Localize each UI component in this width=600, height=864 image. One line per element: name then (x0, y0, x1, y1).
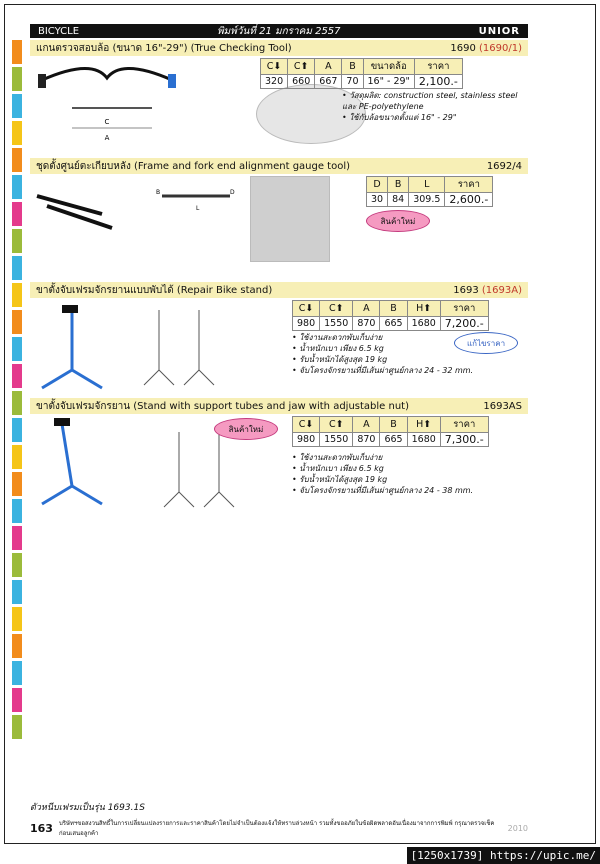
price-change-badge: แก้ไขราคา (454, 332, 518, 354)
repair-stand-diagram (134, 300, 224, 390)
product-code: 1693AS (483, 400, 522, 412)
table-cell: 320 (261, 75, 288, 89)
color-tab (12, 337, 22, 361)
page-header (30, 24, 528, 38)
color-tabs (12, 40, 22, 742)
product-title: ชุดตั้งศูนย์ตะเกียบหลัง (Frame and fork end alignment gauge tool) (36, 160, 351, 172)
table-cell: 660 (288, 75, 315, 89)
product-section-1693as (30, 398, 528, 510)
footer-note: ตัวหนีบเฟรมเป็นรุ่น 1693.1S (30, 803, 145, 813)
table-cell: 980 (293, 433, 320, 447)
table-cell: 30 (367, 193, 388, 207)
product-title-bar (30, 40, 528, 56)
note-item: • ใช้งานสะดวกพับเก็บง่าย (292, 452, 518, 463)
spec-table (292, 300, 489, 331)
color-tab (12, 553, 22, 577)
svg-text:A: A (104, 134, 110, 142)
table-header-cell: C⬇ (293, 417, 320, 433)
print-date: พิมพ์วันที่ 21 มกราคม 2557 (217, 25, 341, 37)
table-header-cell: B (380, 417, 407, 433)
table-header-cell: B (342, 59, 363, 75)
note-item: • น้ำหนักเบา เพียง 6.5 kg (292, 343, 482, 354)
table-cell: 309.5 (409, 193, 445, 207)
note-item: • จับโครงจักรยานที่มีเส้นผ่าศูนย์กลาง 24 - 32 mm. (292, 365, 482, 376)
table-cell: 665 (380, 433, 407, 447)
color-tab (12, 661, 22, 685)
page-number: 163 (30, 821, 53, 835)
color-tab (12, 418, 22, 442)
color-tab (12, 148, 22, 172)
color-tab (12, 121, 22, 145)
table-cell: 1550 (320, 433, 353, 447)
color-tab (12, 526, 22, 550)
page-footer (30, 800, 528, 838)
table-header-cell: ราคา (440, 417, 488, 433)
product-title: แกนตรวจสอบล้อ (ขนาด 16"-29") (True Checking Tool) (36, 42, 292, 54)
color-tab (12, 229, 22, 253)
color-tab (12, 391, 22, 415)
table-cell: 70 (342, 75, 363, 89)
gauge-tool-diagram (156, 186, 236, 216)
spec-table (260, 58, 463, 89)
product-section-1693 (30, 282, 528, 394)
svg-text:L: L (196, 205, 200, 212)
table-header-cell: H⬆ (407, 417, 440, 433)
table-header-cell: A (353, 417, 380, 433)
price-cell: 7,300.- (440, 433, 488, 447)
product-code: 1693 (1693A) (453, 284, 522, 296)
svg-text:D: D (230, 189, 235, 196)
new-product-badge: สินค้าใหม่ (366, 210, 430, 232)
table-header-cell: ขนาดล้อ (363, 59, 414, 75)
true-checking-tool-diagram (32, 58, 182, 148)
table-cell: 667 (315, 75, 342, 89)
product-section-1692-4 (30, 158, 528, 268)
table-cell: 1550 (320, 317, 353, 331)
table-cell: 16" - 29" (363, 75, 414, 89)
color-tab (12, 94, 22, 118)
product-title: ขาตั้งจับเฟรมจักรยานแบบพับได้ (Repair Bike stand) (36, 284, 273, 296)
color-tab (12, 283, 22, 307)
catalog-year: 2010 (507, 823, 528, 833)
note-item: • จับโครงจักรยานที่มีเส้นผ่าศูนย์กลาง 24 - 38 mm. (292, 485, 518, 496)
repair-stand-image (32, 300, 112, 390)
table-header-cell: C⬆ (288, 59, 315, 75)
color-tab (12, 67, 22, 91)
table-header-cell: H⬆ (407, 301, 440, 317)
svg-text:C: C (104, 118, 110, 126)
color-tab (12, 175, 22, 199)
spec-table (366, 176, 493, 207)
table-cell: 665 (380, 317, 407, 331)
table-header-cell: C⬆ (320, 301, 353, 317)
color-tab (12, 472, 22, 496)
table-cell: 870 (353, 433, 380, 447)
color-tab (12, 688, 22, 712)
table-header-cell: B (388, 177, 409, 193)
color-tab (12, 202, 22, 226)
product-section-1690 (30, 40, 528, 150)
table-cell: 1680 (407, 317, 440, 331)
note-item: • วัสดุผลิต: construction steel, stainless steel และ PE-polyethylene (342, 90, 528, 112)
table-header-cell: C⬆ (320, 417, 353, 433)
product-title-bar (30, 282, 528, 298)
gauge-usage-photo (250, 176, 330, 262)
note-item: • น้ำหนักเบา เพียง 6.5 kg (292, 463, 518, 474)
table-cell: 1680 (407, 433, 440, 447)
table-cell: 84 (388, 193, 409, 207)
watermark: [1250x1739] https://upic.me/ (407, 847, 600, 864)
color-tab (12, 715, 22, 739)
price-cell: 7,200.- (440, 317, 488, 331)
product-title: ขาตั้งจับเฟรมจักรยาน (Stand with support tubes and jaw with adjustable nut) (36, 400, 410, 412)
product-notes (342, 90, 528, 123)
product-title-bar (30, 158, 528, 174)
table-header-cell: ราคา (440, 301, 488, 317)
color-tab (12, 364, 22, 388)
color-tab (12, 499, 22, 523)
note-item: • ใช้กับล้อขนาดตั้งแต่ 16" - 29" (342, 112, 528, 123)
table-header-cell: ราคา (445, 177, 493, 193)
category-label: BICYCLE (38, 25, 80, 37)
svg-text:B: B (156, 189, 161, 196)
price-cell: 2,600.- (445, 193, 493, 207)
product-notes (292, 452, 518, 496)
color-tab (12, 445, 22, 469)
table-header-cell: A (353, 301, 380, 317)
brand-logo: UNIOR (478, 25, 520, 37)
color-tab (12, 580, 22, 604)
note-item: • รับน้ำหนักได้สูงสุด 19 kg (292, 474, 518, 485)
price-cell: 2,100.- (414, 75, 462, 89)
table-header-cell: A (315, 59, 342, 75)
spec-table (292, 416, 489, 447)
table-header-cell: L (409, 177, 445, 193)
table-header-cell: ราคา (414, 59, 462, 75)
table-header-cell: C⬇ (293, 301, 320, 317)
stand-with-tubes-image (32, 416, 112, 506)
table-header-cell: B (380, 301, 407, 317)
product-code: 1692/4 (486, 160, 522, 172)
gauge-tool-image (32, 188, 122, 238)
product-code: 1690 (1690/1) (450, 42, 522, 54)
product-notes (292, 332, 482, 376)
table-header-cell: C⬇ (261, 59, 288, 75)
disclaimer: บริษัทฯขอสงวนสิทธิ์ในการเปลี่ยนแปลงรายการและราคาสินค้าโดยไม่จำเป็นต้องแจ้งให้ทราบล่วงหน้า รวมทั้งขออภัยในข้อผิดพลาดอันเนื่องมาจากการพิมพ์ กรุณาตรวจเช็คก่อนเสนอลูกค้า (58, 820, 495, 837)
color-tab (12, 607, 22, 631)
table-cell: 870 (353, 317, 380, 331)
table-cell: 980 (293, 317, 320, 331)
color-tab (12, 310, 22, 334)
table-header-cell: D (367, 177, 388, 193)
new-product-badge: สินค้าใหม่ (214, 418, 278, 440)
color-tab (12, 634, 22, 658)
note-item: • ใช้งานสะดวกพับเก็บง่าย (292, 332, 482, 343)
color-tab (12, 40, 22, 64)
product-title-bar (30, 398, 528, 414)
note-item: • รับน้ำหนักได้สูงสุด 19 kg (292, 354, 482, 365)
color-tab (12, 256, 22, 280)
